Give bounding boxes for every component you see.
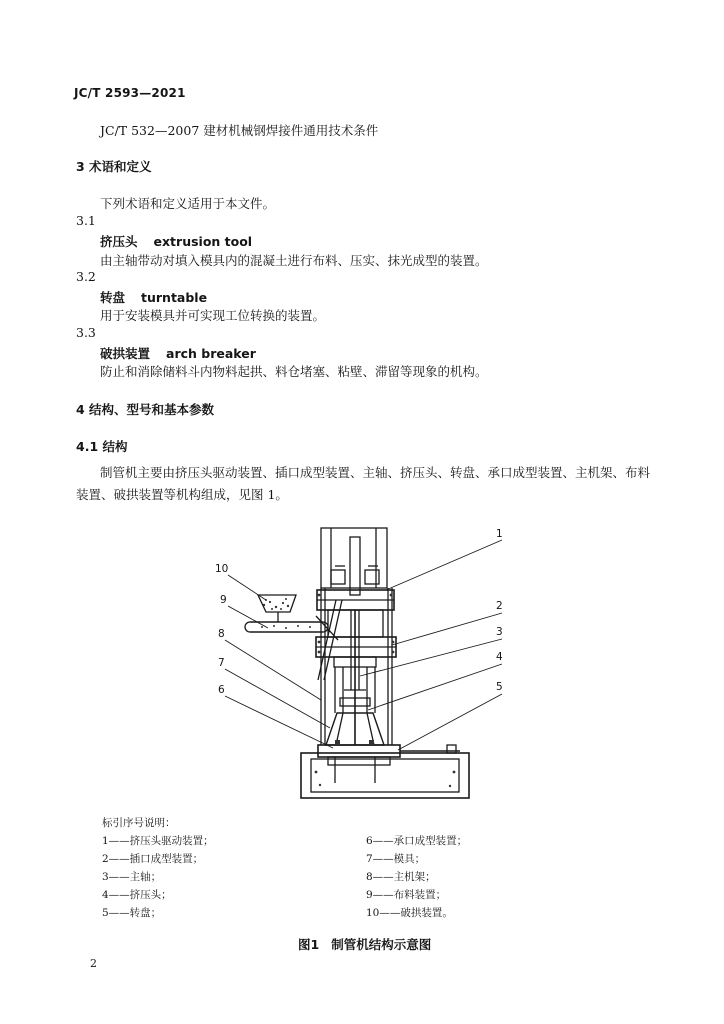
legend-item-6: 6——承口成型装置； (366, 835, 468, 847)
term-3-1-definition: 由主轴带动对填入模具内的混凝土进行布料、压实、抹光成型的装置。 (100, 253, 488, 268)
callout-3: 3 (496, 626, 503, 638)
section-3-intro: 下列术语和定义适用于本文件。 (100, 196, 276, 211)
legend-item-9: 9——布料装置； (366, 889, 447, 901)
term-3-2-number: 3.2 (76, 269, 96, 284)
callout-2: 2 (496, 600, 503, 612)
callout-8: 8 (218, 628, 225, 640)
term-3-1-en: extrusion tool (153, 234, 253, 249)
legend-item-2: 2——插口成型装置； (102, 853, 204, 865)
callout-7: 7 (218, 657, 225, 669)
document-code-header: JC/T 2593—2021 (74, 86, 186, 100)
legend-item-4: 4——挤压头； (102, 889, 172, 901)
legend-item-7: 7——模具； (366, 853, 426, 865)
callout-5: 5 (496, 681, 503, 693)
term-3-3-en: arch breaker (166, 346, 256, 361)
section-4-1-title: 4.1 结构 (76, 439, 128, 454)
normative-reference: JC/T 532—2007 建材机械钢焊接件通用技术条件 (100, 123, 379, 138)
callout-4: 4 (496, 651, 503, 663)
legend-item-10: 10——破拱装置。 (366, 907, 453, 919)
term-3-3-number: 3.3 (76, 325, 96, 340)
legend-item-5: 5——转盘； (102, 907, 162, 919)
callout-1: 1 (496, 528, 503, 540)
term-3-1-number: 3.1 (76, 213, 96, 228)
legend-item-3: 3——主轴； (102, 871, 162, 883)
term-3-2-heading (100, 288, 207, 306)
term-3-2-definition: 用于安装模具并可实现工位转换的装置。 (100, 308, 326, 323)
callout-6: 6 (218, 684, 225, 696)
term-3-2-en: turntable (141, 290, 208, 305)
figure-caption-label: 图1 (298, 937, 320, 952)
section-4-title: 4 结构、型号和基本参数 (76, 402, 215, 417)
term-3-1-heading (100, 232, 252, 250)
term-3-3-definition: 防止和消除储料斗内物料起拱、料仓堵塞、粘壁、滞留等现象的机构。 (100, 364, 488, 379)
term-3-3-heading (100, 344, 256, 362)
figure-caption-title: 制管机结构示意图 (331, 937, 432, 952)
callout-10: 10 (215, 563, 229, 575)
callout-9: 9 (220, 594, 227, 606)
section-4-1-paragraph: 制管机主要由挤压头驱动装置、插口成型装置、主轴、挤压头、转盘、承口成型装置、主机架、布料装置、破拱装置等机构组成，见图 1。 (76, 465, 651, 502)
pipe-machine-figure (200, 520, 520, 810)
term-3-1-zh: 挤压头 (100, 234, 138, 249)
legend-item-1: 1——挤压头驱动装置； (102, 835, 214, 847)
legend-item-8: 8——主机架； (366, 871, 436, 883)
term-3-3-zh: 破拱装置 (100, 346, 151, 361)
term-3-2-zh: 转盘 (100, 290, 126, 305)
page-number: 2 (90, 957, 97, 970)
legend-title: 标引序号说明： (102, 817, 176, 829)
figure-caption (298, 935, 431, 953)
section-3-title: 3 术语和定义 (76, 159, 152, 174)
